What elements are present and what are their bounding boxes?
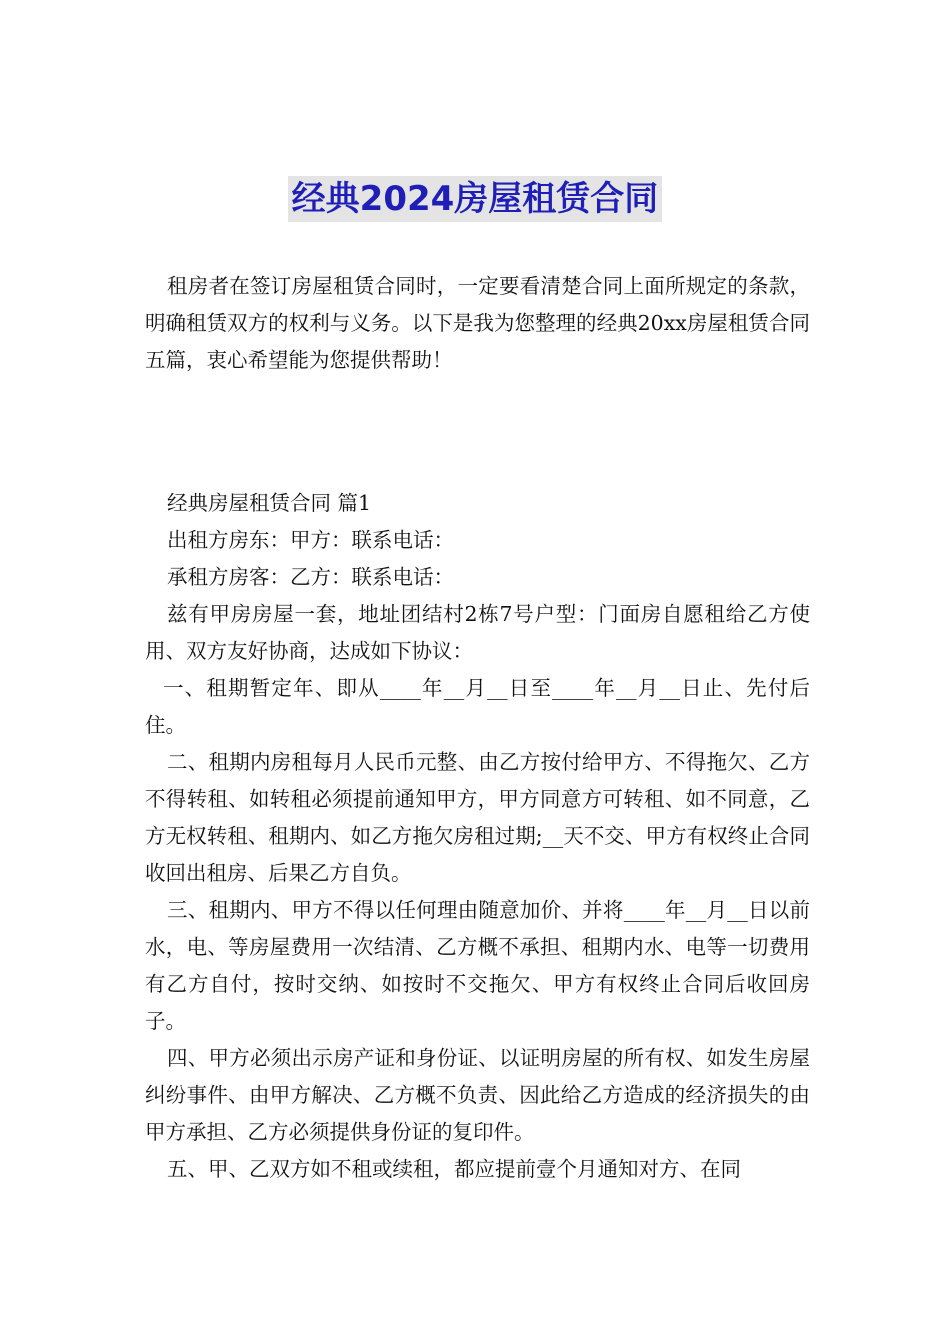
clause-paragraph: 二、租期内房租每月人民币元整、由乙方按付给甲方、不得拖欠、乙方不得转租、如转租必须提前通知甲方，甲方同意方可转租、如不同意，乙方无权转租、租期内、如乙方拖欠房租过期;__天不交、甲方有权终止合同收回出租房、后果乙方自负。 xyxy=(145,750,810,885)
clause-paragraph: 五、甲、乙双方如不租或续租，都应提前壹个月通知对方、在同 xyxy=(167,1157,741,1181)
intro-paragraph: 租房者在签订房屋租赁合同时，一定要看清楚合同上面所规定的条款，明确租赁双方的权利与义务。以下是我为您整理的经典20xx房屋租赁合同五篇，衷心希望能为您提供帮助！ xyxy=(145,274,810,372)
lessee-line: 承租方房客：乙方：联系电话： xyxy=(167,565,454,589)
clause-paragraph: 四、甲方必须出示房产证和身份证、以证明房屋的所有权、如发生房屋纠纷事件、由甲方解决、乙方概不负责、因此给乙方造成的经济损失的由甲方承担、乙方必须提供身份证的复印件。 xyxy=(145,1046,810,1144)
title-container xyxy=(0,176,950,222)
contract-section xyxy=(145,485,810,1188)
preamble-paragraph: 兹有甲房房屋一套，地址团结村2栋7号户型：门面房自愿租给乙方使用、双方友好协商，达成如下协议： xyxy=(145,602,810,663)
clause-paragraph: 三、租期内、甲方不得以任何理由随意加价、并将____年__月__日以前水，电、等房屋费用一次结清、乙方概不承担、租期内水、电等一切费用有乙方自付，按时交纳、如按时不交拖欠、甲方有权终止合同后收回房子。 xyxy=(145,898,810,1033)
document-title: 经典2024房屋租赁合同 xyxy=(288,176,663,222)
lessor-line: 出租方房东：甲方：联系电话： xyxy=(167,528,454,552)
clause-paragraph: 一、租期暂定年、即从____年__月__日至____年__月__日止、先付后住。 xyxy=(145,676,810,737)
section-heading: 经典房屋租赁合同 篇1 xyxy=(167,491,372,515)
